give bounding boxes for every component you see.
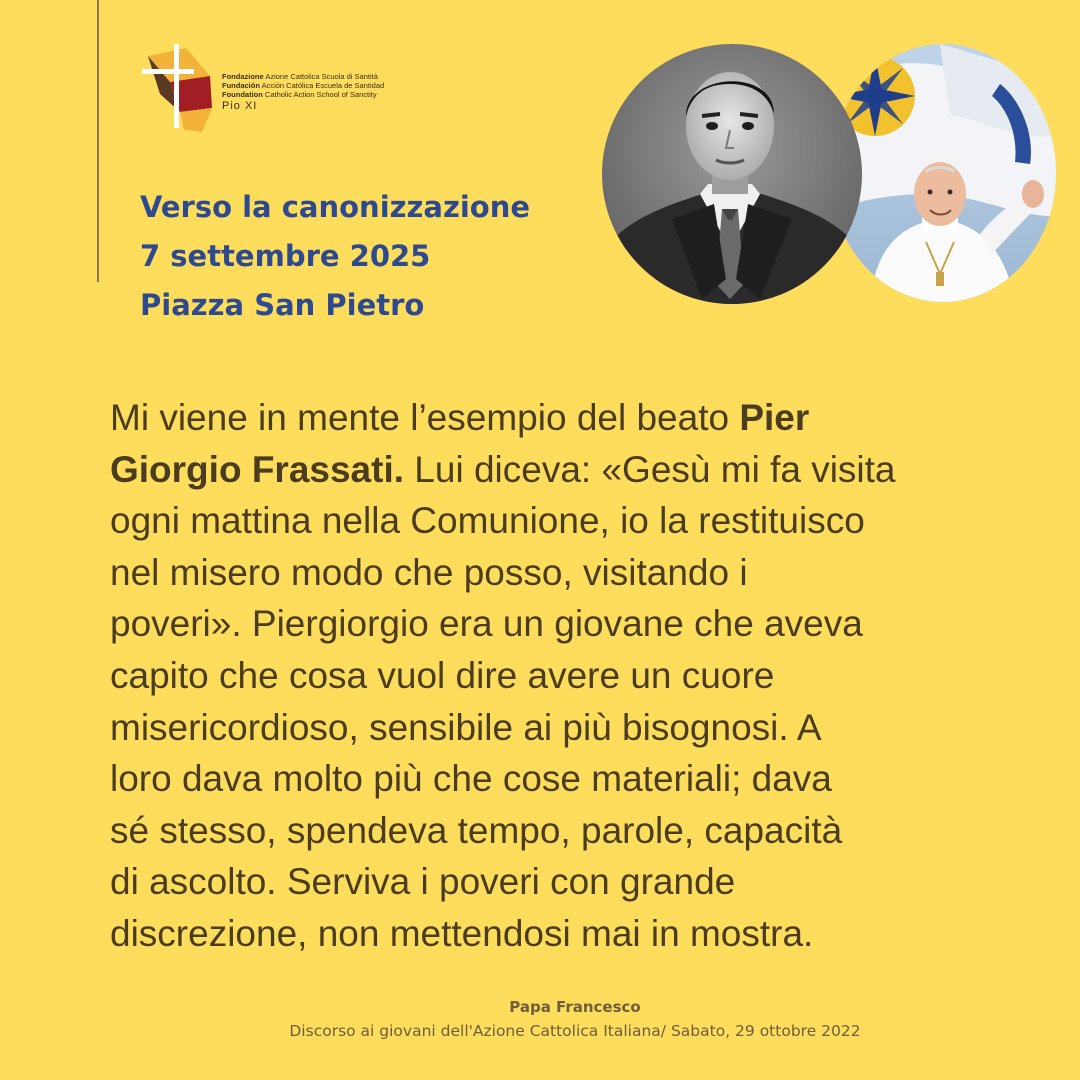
logo-name: Pio XI <box>222 100 258 112</box>
quote-line: discrezione, non mettendosi mai in mostra. <box>110 912 814 954</box>
quote-source: Discorso ai giovani dell'Azione Cattolica Italiana/ Sabato, 29 ottobre 2022 <box>289 1022 861 1040</box>
quote-line: misericordioso, sensibile ai più bisognosi. A <box>110 706 822 748</box>
frassati-portrait <box>602 44 862 304</box>
logo-line-it: Fondazione Azione Cattolica Scuola di Santità <box>222 72 378 81</box>
quote-line: Mi viene in mente l’esempio del beato Pier <box>110 397 810 438</box>
quote-line: di ascolto. Serviva i poveri con grande <box>110 861 736 903</box>
heading-title: Verso la canonizzazione <box>140 190 531 224</box>
quote-line: poveri». Piergiorgio era un giovane che aveva <box>110 603 863 645</box>
frassati-portrait-image <box>602 44 862 304</box>
quote-author: Papa Francesco <box>509 998 641 1016</box>
quote-line: Giorgio Frassati. Lui diceva: «Gesù mi fa visita <box>110 448 896 490</box>
frassati-quote <box>110 392 1030 960</box>
logo-text <box>222 72 384 113</box>
heading-date: 7 settembre 2025 <box>140 239 431 273</box>
logo-line-en: Foundation Catholic Action School of Sanctity <box>222 90 377 99</box>
event-heading <box>140 183 530 330</box>
pope-photo-image <box>830 44 1056 302</box>
heading-place: Piazza San Pietro <box>140 288 425 322</box>
quote-line: nel misero modo che posso, visitando i <box>110 551 748 593</box>
quote-line: capito che cosa vuol dire avere un cuore <box>110 654 775 696</box>
pope-photo <box>830 44 1056 302</box>
cross-logo-icon <box>140 42 212 134</box>
quote-line: ogni mattina nella Comunione, io la restituisco <box>110 500 865 542</box>
foundation-logo <box>140 42 410 137</box>
logo-line-es: Fundación Acción Católica Escuela de Santidad <box>222 81 385 90</box>
vertical-divider <box>97 0 99 282</box>
quote-line: sé stesso, spendeva tempo, parole, capacità <box>110 809 843 851</box>
quote-line: loro dava molto più che cose materiali; dava <box>110 758 832 800</box>
